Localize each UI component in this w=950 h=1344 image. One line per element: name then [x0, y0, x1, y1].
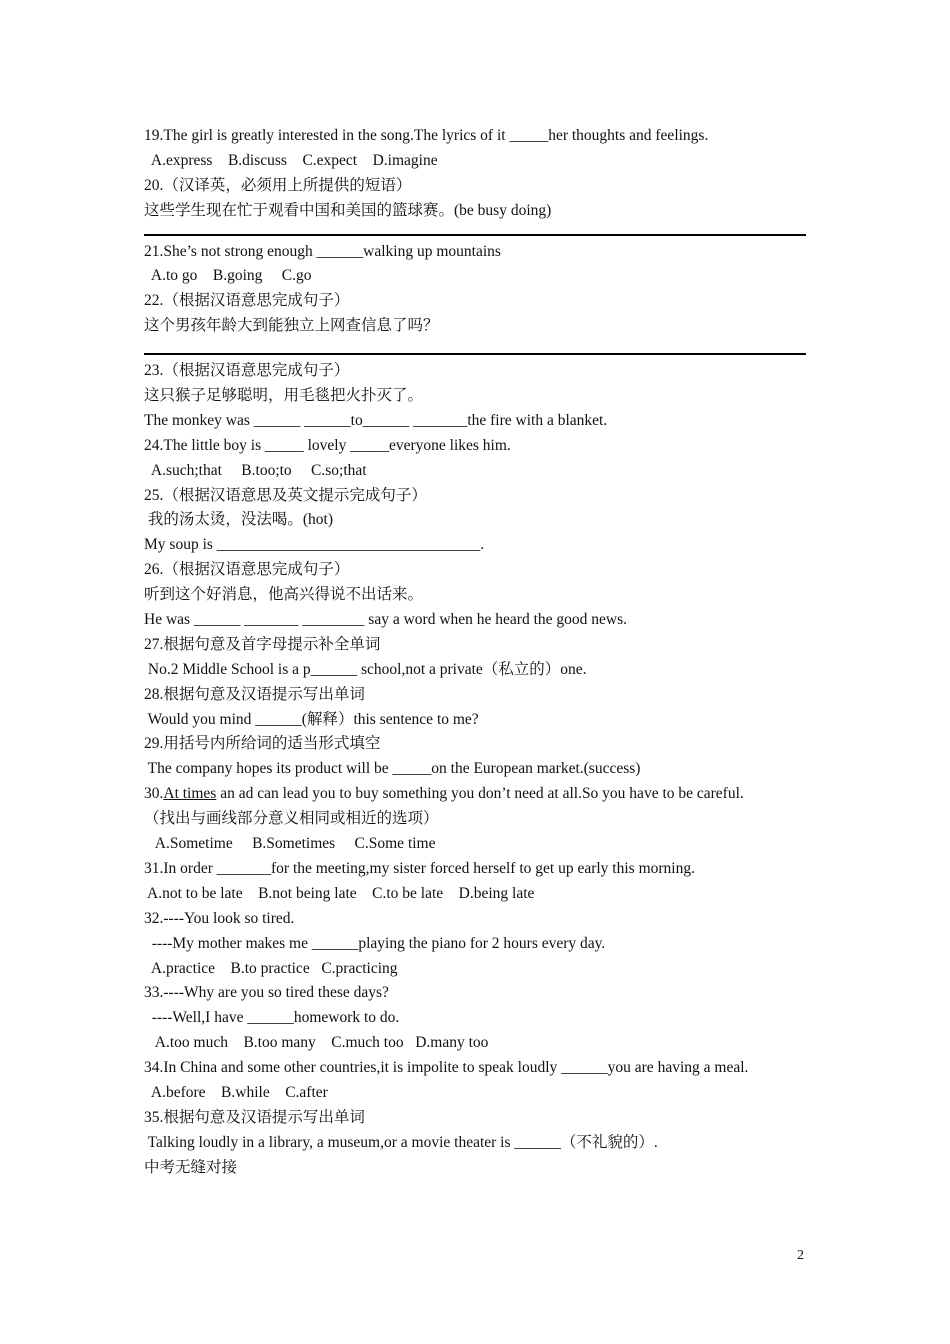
question-22-instruction: 22.（根据汉语意思完成句子） [144, 292, 350, 310]
question-25-sentence: My soup is __________________________________. [144, 536, 485, 554]
question-24-stem: 24.The little boy is _____ lovely _____everyone likes him. [144, 436, 511, 454]
question-20-instruction: 20.（汉译英，必须用上所提供的短语） [144, 176, 412, 194]
question-33-reply: ----Well,I have ______homework to do. [144, 1009, 400, 1027]
question-30-options: A.Sometime B.Sometimes C.Some time [144, 835, 436, 853]
question-35-sentence: Talking loudly in a library, a museum,or a movie theater is ______（不礼貌的）. [144, 1133, 658, 1151]
question-29-instruction: 29.用括号内所给词的适当形式填空 [144, 735, 381, 753]
answer-line [144, 353, 806, 355]
footer-text: 中考无缝对接 [144, 1158, 238, 1176]
question-26-instruction: 26.（根据汉语意思完成句子） [144, 561, 350, 579]
question-34-options: A.before B.while C.after [144, 1083, 328, 1101]
question-31-options: A.not to be late B.not being late C.to be late D.being late [144, 884, 535, 902]
question-33-stem: 33.----Why are you so tired these days? [144, 984, 389, 1002]
question-35-instruction: 35.根据句意及汉语提示写出单词 [144, 1108, 365, 1126]
question-27-sentence: No.2 Middle School is a p______ school,not a private（私立的）one. [144, 660, 587, 678]
question-30-instruction: （找出与画线部分意义相同或相近的选项） [144, 810, 439, 828]
question-26-prompt: 听到这个好消息，他高兴得说不出话来。 [144, 586, 424, 604]
question-21-stem: 21.She’s not strong enough ______walking up mountains [144, 242, 501, 260]
question-23-sentence: The monkey was ______ ______to______ _______the fire with a blanket. [144, 411, 608, 429]
page-number: 2 [797, 1248, 804, 1263]
question-24-options: A.such;that B.too;to C.so;that [144, 461, 367, 479]
question-30-number: 30. [144, 785, 164, 803]
answer-line [144, 234, 806, 236]
question-23-instruction: 23.（根据汉语意思完成句子） [144, 362, 350, 380]
question-30-stem [144, 782, 806, 807]
question-32-reply: ----My mother makes me ______playing the piano for 2 hours every day. [144, 934, 606, 952]
question-33-options: A.too much B.too many C.much too D.many too [144, 1034, 489, 1052]
question-29-sentence: The company hopes its product will be _____on the European market.(success) [144, 760, 641, 778]
question-27-instruction: 27.根据句意及首字母提示补全单词 [144, 635, 381, 653]
question-22-prompt: 这个男孩年龄大到能独立上网查信息了吗？ [144, 317, 439, 335]
question-19-stem: 19.The girl is greatly interested in the song.The lyrics of it _____her thoughts and feelings. [144, 127, 709, 144]
question-21-options: A.to go B.going C.go [144, 267, 312, 285]
question-26-sentence: He was ______ _______ ________ say a word when he heard the good news. [144, 611, 627, 629]
question-25-prompt: 我的汤太烫，没法喝。(hot) [144, 511, 334, 529]
question-20-prompt: 这些学生现在忙于观看中国和美国的篮球赛。(be busy doing) [144, 201, 552, 219]
question-28-instruction: 28.根据句意及汉语提示写出单词 [144, 685, 365, 703]
question-30-rest: an ad can lead you to buy something you don’t need at all.So you have to be careful. [216, 785, 744, 803]
document-body [144, 124, 806, 1181]
question-32-options: A.practice B.to practice C.practicing [144, 959, 398, 977]
question-31-stem: 31.In order _______for the meeting,my sister forced herself to get up early this morning. [144, 859, 695, 877]
question-19-options: A.express B.discuss C.expect D.imagine [144, 151, 438, 169]
question-25-instruction: 25.（根据汉语意思及英文提示完成句子） [144, 486, 427, 504]
question-28-sentence: Would you mind ______(解释）this sentence to me? [144, 710, 479, 728]
question-34-stem: 34.In China and some other countries,it is impolite to speak loudly ______you are having a meal. [144, 1059, 749, 1077]
question-32-stem: 32.----You look so tired. [144, 909, 295, 927]
question-23-prompt: 这只猴子足够聪明，用毛毯把火扑灭了。 [144, 387, 424, 405]
underlined-phrase: At times [163, 785, 217, 803]
